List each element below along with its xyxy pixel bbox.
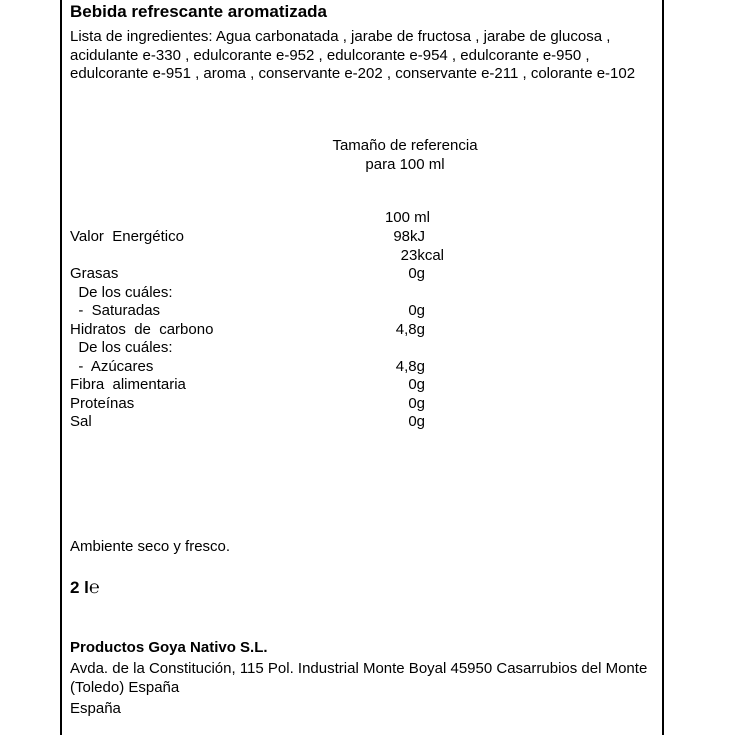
product-title: Bebida refrescante aromatizada <box>70 2 327 21</box>
nutrition-label: De los cuáles: <box>70 339 173 356</box>
manufacturer-country: España <box>70 700 121 717</box>
reference-line-2: para 100 ml <box>365 156 445 173</box>
nutrition-label: Proteínas <box>70 394 135 412</box>
nutrition-label: De los cuáles: <box>70 283 173 301</box>
ingredients-list: Lista de ingredientes: Agua carbonatada , jarabe de fructosa , jarabe de glucosa , acidulante e-330 , edulcorante e-952 , edulcorante e-954 , edulcorante e-950 , edulcorante e-951 , aroma , conservante e-202 , conservante e-211 , colorante e-102 <box>70 28 636 82</box>
nutrition-value: 0g <box>408 394 425 412</box>
nutrition-label: Hidratos de carbono <box>70 320 214 338</box>
nutrition-value: 0g <box>408 376 425 393</box>
nutrition-value: 0g <box>408 302 425 319</box>
volume-amount: 2 l <box>70 578 89 597</box>
nutrition-unit-header: 100 ml <box>384 209 430 226</box>
reference-size <box>320 136 490 174</box>
nutrition-value: 23kcal <box>400 246 444 264</box>
estimated-sign: ℮ <box>88 577 100 597</box>
manufacturer-name: Productos Goya Nativo S.L. <box>70 639 268 656</box>
nutrition-value: 98kJ <box>393 228 425 245</box>
nutrition-label: - Azúcares <box>70 357 154 375</box>
nutrition-value: 0g <box>408 265 425 282</box>
storage-conditions: Ambiente seco y fresco. <box>70 538 231 555</box>
nutrition-label: - Saturadas <box>70 302 161 319</box>
nutrition-value: 4,8g <box>395 320 425 338</box>
net-volume <box>70 578 100 598</box>
nutrition-value: 4,8g <box>395 357 425 375</box>
reference-line-1: Tamaño de referencia <box>332 137 478 154</box>
nutrition-label: Grasas <box>70 265 119 282</box>
manufacturer-address: Avda. de la Constitución, 115 Pol. Industrial Monte Boyal 45950 Casarrubios del Monte (Toledo) España <box>70 660 648 696</box>
nutrition-label: Valor Energético <box>70 228 184 245</box>
nutrition-label: Sal <box>70 413 92 430</box>
nutrition-value: 0g <box>408 413 425 430</box>
nutrition-label: Fibra alimentaria <box>70 376 186 393</box>
